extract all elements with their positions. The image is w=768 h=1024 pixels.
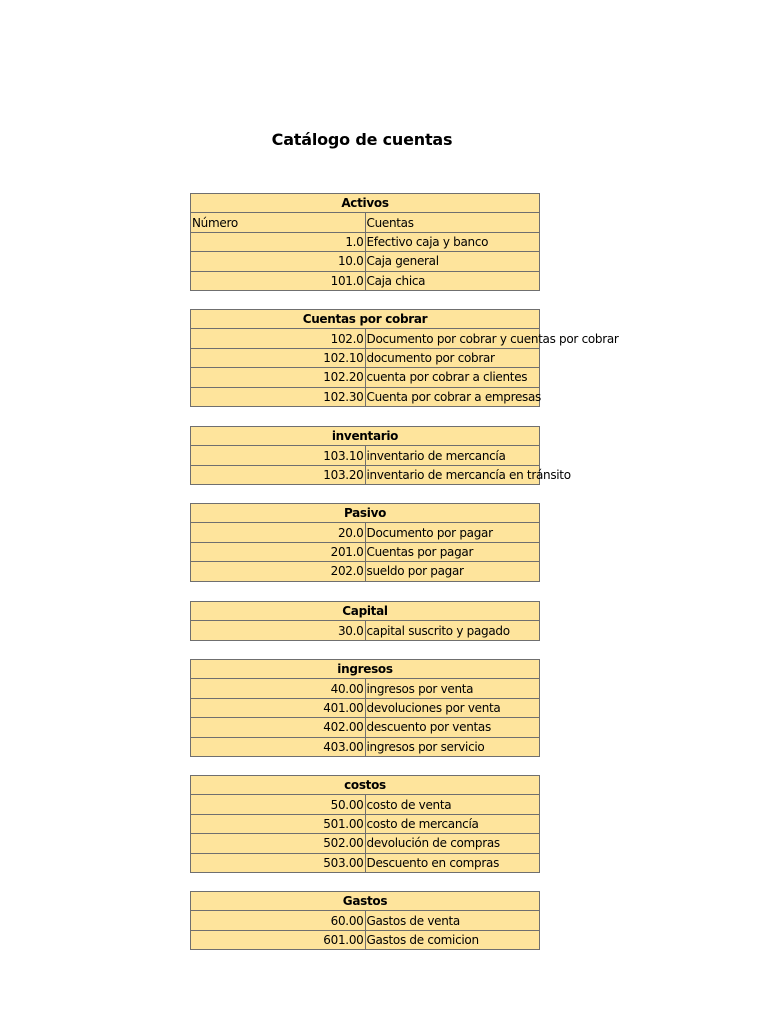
account-number: 1.0	[191, 232, 366, 251]
account-number: 403.00	[191, 737, 366, 756]
account-number: 102.10	[191, 348, 366, 367]
account-number: 102.20	[191, 368, 366, 387]
account-number: 10.0	[191, 252, 366, 271]
account-name: Cuenta por cobrar a empresas	[365, 387, 540, 406]
account-name: Gastos de venta	[365, 911, 540, 930]
account-name: inventario de mercancía	[365, 446, 540, 465]
section-header: ingresos	[191, 660, 540, 679]
account-name: Cuentas por pagar	[365, 542, 540, 561]
account-name: devoluciones por venta	[365, 698, 540, 717]
account-number: 20.0	[191, 523, 366, 542]
column-header-numero: Número	[191, 213, 366, 232]
account-number: 30.0	[191, 621, 366, 640]
account-name: Descuento en compras	[365, 853, 540, 872]
account-name: costo de venta	[365, 795, 540, 814]
account-number: 101.0	[191, 271, 366, 290]
account-number: 102.30	[191, 387, 366, 406]
account-name: cuenta por cobrar a clientes	[365, 368, 540, 387]
account-number: 502.00	[191, 834, 366, 853]
section-header: Activos	[191, 194, 540, 213]
section-table-ingresos	[190, 659, 540, 757]
account-name: devolución de compras	[365, 834, 540, 853]
account-number: 201.0	[191, 542, 366, 561]
account-number: 401.00	[191, 698, 366, 717]
column-header-cuentas: Cuentas	[365, 213, 540, 232]
section-header: inventario	[191, 427, 540, 446]
account-name: documento por cobrar	[365, 348, 540, 367]
account-number: 103.10	[191, 446, 366, 465]
account-number: 501.00	[191, 814, 366, 833]
account-number: 503.00	[191, 853, 366, 872]
account-number: 202.0	[191, 562, 366, 581]
section-table-inventario	[190, 426, 571, 485]
page-title: Catálogo de cuentas	[271, 130, 453, 149]
account-name: inventario de mercancía en tránsito	[365, 465, 540, 484]
account-name: Documento por cobrar y cuentas por cobrar	[365, 329, 540, 348]
section-header: Gastos	[191, 892, 540, 911]
account-number: 40.00	[191, 679, 366, 698]
section-table-pasivo	[190, 503, 540, 582]
section-header: Capital	[191, 602, 540, 621]
account-name: Caja chica	[365, 271, 540, 290]
section-table-activos	[190, 193, 540, 291]
account-name: Caja general	[365, 252, 540, 271]
section-table-cuentas-por-cobrar	[190, 309, 619, 407]
account-name: costo de mercancía	[365, 814, 540, 833]
account-number: 601.00	[191, 930, 366, 949]
account-number: 402.00	[191, 718, 366, 737]
section-header: costos	[191, 776, 540, 795]
account-name: capital suscrito y pagado	[365, 621, 540, 640]
account-number: 50.00	[191, 795, 366, 814]
account-name: ingresos por venta	[365, 679, 540, 698]
account-name: Gastos de comicion	[365, 930, 540, 949]
account-name: sueldo por pagar	[365, 562, 540, 581]
account-name: descuento por ventas	[365, 718, 540, 737]
section-header: Pasivo	[191, 504, 540, 523]
section-header: Cuentas por cobrar	[191, 310, 540, 329]
account-name: Documento por pagar	[365, 523, 540, 542]
account-number: 102.0	[191, 329, 366, 348]
account-name: ingresos por servicio	[365, 737, 540, 756]
section-table-gastos	[190, 891, 540, 950]
section-table-costos	[190, 775, 540, 873]
section-table-capital	[190, 601, 540, 641]
account-number: 60.00	[191, 911, 366, 930]
account-number: 103.20	[191, 465, 366, 484]
account-name: Efectivo caja y banco	[365, 232, 540, 251]
